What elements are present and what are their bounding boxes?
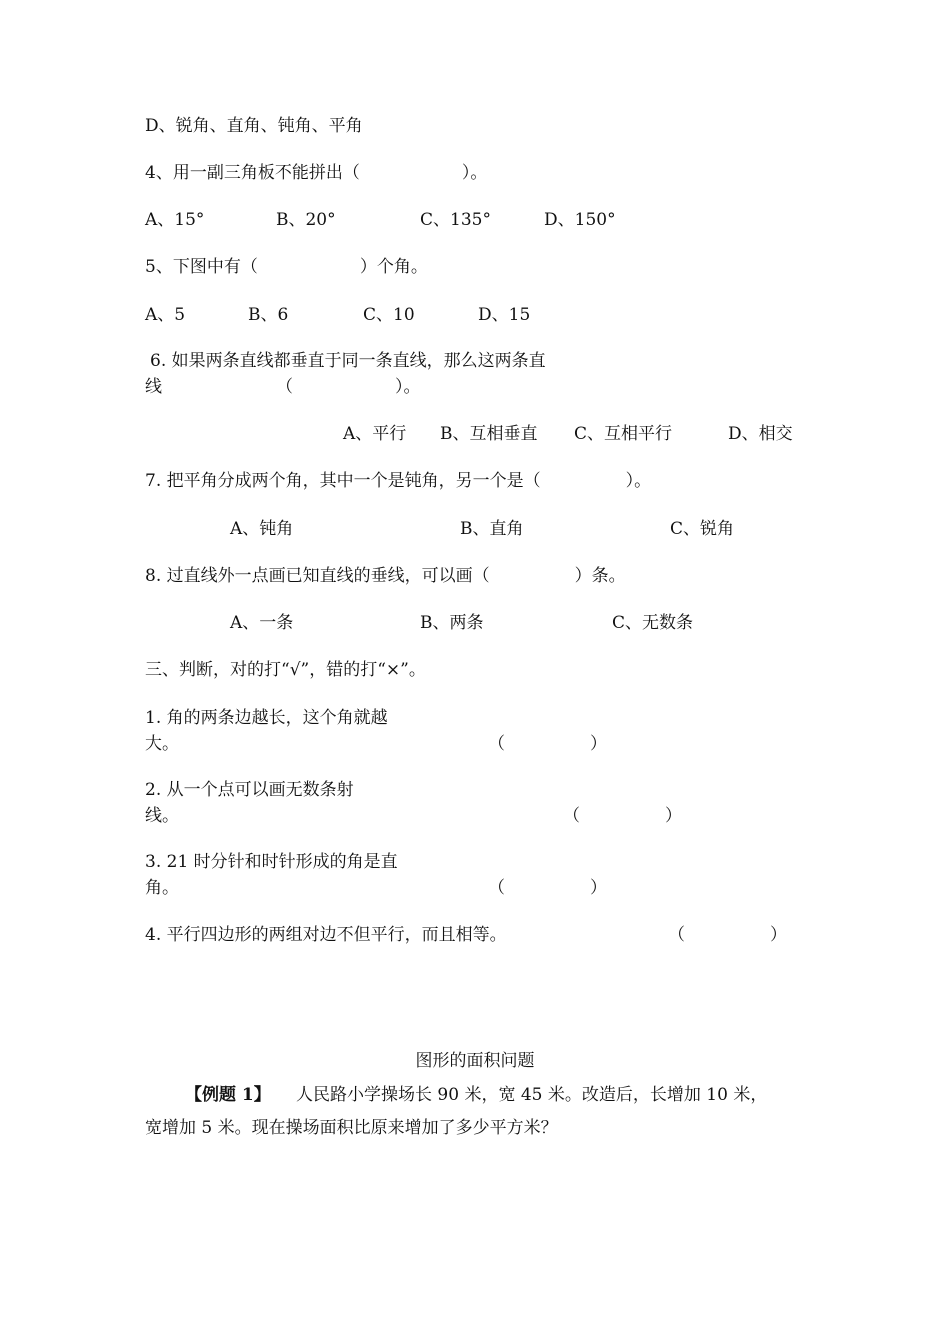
- tf1-line2: 大。: [145, 734, 179, 754]
- q6-stem-line2: 线: [145, 377, 162, 397]
- tf2-line1: 2. 从一个点可以画无数条射: [145, 780, 354, 800]
- tf3-line2: 角。: [145, 878, 179, 898]
- q8-option-c: C、无数条: [612, 613, 694, 633]
- q7-option-c: C、锐角: [670, 519, 735, 539]
- q5-option-d: D、15: [478, 305, 531, 325]
- tf2-line2: 线。: [145, 806, 179, 826]
- q3-option-d: D、锐角、直角、钝角、平角: [145, 116, 363, 136]
- q6-blank: （ ）。: [276, 377, 421, 397]
- q7-option-b: B、直角: [460, 519, 524, 539]
- q4-option-c: C、135°: [420, 210, 491, 230]
- q8-option-a: A、一条: [230, 613, 294, 633]
- tf1-line1: 1. 角的两条边越长，这个角就越: [145, 708, 388, 728]
- q8-option-b: B、两条: [420, 613, 484, 633]
- q4-option-d: D、150°: [544, 210, 616, 230]
- tf2-paren: （ ）: [563, 806, 682, 826]
- tf4-line1: 4. 平行四边形的两组对边不但平行，而且相等。: [145, 925, 507, 945]
- q6-stem-line1: 6. 如果两条直线都垂直于同一条直线，那么这两条直: [150, 351, 546, 371]
- q7-stem: 7. 把平角分成两个角，其中一个是钝角，另一个是（ ）。: [145, 471, 652, 491]
- tf3-line1: 3. 21 时分针和时针形成的角是直: [145, 852, 398, 872]
- tf1-paren: （ ）: [488, 734, 607, 754]
- q5-option-b: B、6: [248, 305, 289, 325]
- q5-option-c: C、10: [363, 305, 415, 325]
- tf3-paren: （ ）: [488, 878, 607, 898]
- example-line2: 宽增加 5 米。现在操场面积比原来增加了多少平方米？: [145, 1118, 558, 1138]
- q7-option-a: A、钝角: [230, 519, 294, 539]
- example-line1: 人民路小学操场长 90 米，宽 45 米。改造后，长增加 10 米，: [296, 1085, 768, 1105]
- q4-option-a: A、15°: [145, 210, 205, 230]
- q6-option-c: C、互相平行: [574, 424, 673, 444]
- q5-option-a: A、5: [145, 305, 186, 325]
- q6-option-a: A、平行: [343, 424, 407, 444]
- q6-option-b: B、互相垂直: [440, 424, 538, 444]
- q8-stem: 8. 过直线外一点画已知直线的垂线，可以画（ ）条。: [145, 566, 626, 586]
- example-label: 【例题 1】: [185, 1085, 271, 1105]
- q6-option-d: D、相交: [728, 424, 793, 444]
- q5-stem: 5、下图中有（ ）个角。: [145, 257, 428, 277]
- area-title: 图形的面积问题: [415, 1051, 535, 1071]
- q4-stem: 4、用一副三角板不能拼出（ ）。: [145, 163, 488, 183]
- q4-option-b: B、20°: [276, 210, 336, 230]
- section3-title: 三、判断，对的打“√”，错的打“×”。: [145, 660, 426, 680]
- tf4-paren: （ ）: [668, 925, 787, 945]
